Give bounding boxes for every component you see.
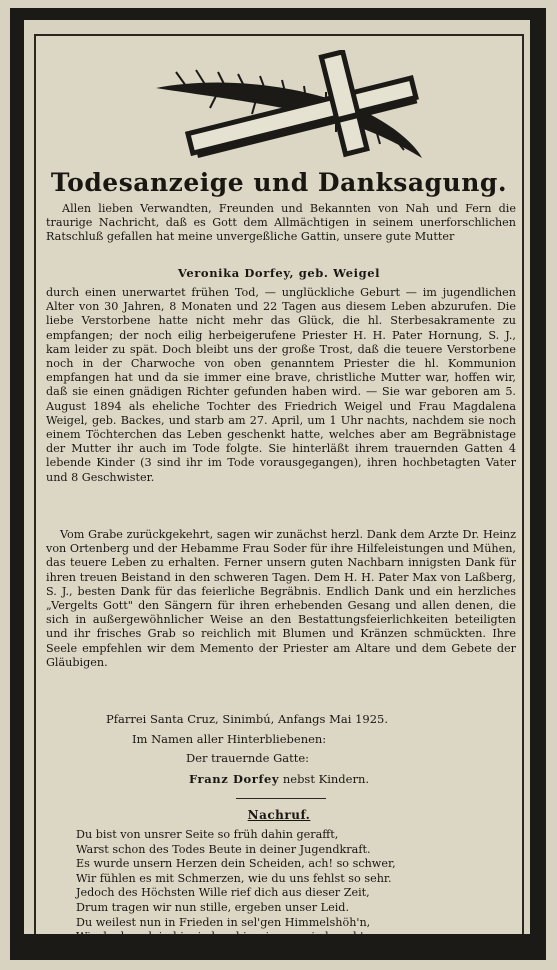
cross-with-palm-icon: [146, 50, 426, 160]
notice-panel: [34, 34, 524, 940]
obituary-heading: Nachruf.: [247, 808, 311, 822]
poem-line: Du weilest nun in Frieden in sel'gen Himmelshöh'n,: [76, 915, 371, 929]
notice-title: Todesanzeige und Danksagung.: [50, 168, 508, 197]
poem-line: Jedoch des Höchsten Wille rief dich aus dieser Zeit,: [76, 886, 370, 900]
place-date: Pfarrei Santa Cruz, Sinimbú, Anfangs Mai 1925.: [106, 712, 388, 726]
poem-line: Drum tragen wir nun stille, ergeben unser Leid.: [76, 900, 349, 914]
signature: [36, 772, 522, 786]
intro-paragraph: Allen lieben Verwandten, Freunden und Bekannten von Nah und Fern die traurige Nachricht, daß es Gott dem Allmächtigen in seinem unerforschlichen Ratschluß gefallen hat meine unvergeßliche Gattin, unsere gute Mutter: [46, 202, 516, 244]
announcement-paragraph: durch einen unerwartet frühen Tod, — unglückliche Geburt — im jugendlichen Alter von 30 Jahren, 8 Monaten und 22 Tagen aus diesem Leben abzurufen. Die liebe Verstorbene hatte nicht mehr das Glück, die hl. Sterbesakramente zu empfangen; der noch eilig herbeigerufene Priester H. H. Pater Hornung, S. J., kam leider zu spät. Doch bleibt uns der große Trost, daß die teuere Verstorbene noch in der Charwoche von oben genanntem Priester die hl. Kommunion empfangen hat und da sie immer eine brave, christliche Mutter war, hoffen wir, daß sie einen gnädigen Richter gefunden haben wird. — Sie war geboren am 5. August 1894 als eheliche Tochter des Friedrich Weigel und Frau Magdalena Weigel, geb. Backes, und starb am 27. April, um 1 Uhr nachts, nachdem sie noch einem Töchterchen das Leben geschenkt hatte, welches aber am Begräbnistage der Mutter ihr auch im Tode folgte. Sie hinterläßt ihrem trauernden Gatten 4 lebende Kinder (3 sind ihr im Tode vorausgegangen), ihren hochbetagten Vater und 8 Geschwister.: [46, 286, 516, 484]
signature-suffix: nebst Kindern.: [279, 772, 370, 786]
poem-line: Warst schon des Todes Beute in deiner Jugendkraft.: [76, 842, 371, 856]
thanks-paragraph: Vom Grabe zurückgekehrt, sagen wir zunächst herzl. Dank dem Arzte Dr. Heinz von Ortenberg und der Hebamme Frau Soder für ihre Hilfeleistungen und Mühen, das teuere Leben zu erhalten. Ferner unsern guten Nachbarn innigsten Dank für ihren treuen Beistand in den schweren Tagen. Dem H. H. Pater Max von Laßberg, S. J., besten Dank für das feierliche Begräbnis. Endlich Dank und ein herzliches „Vergelts Gott" den Sängern für ihren erhebenden Gesang und allen denen, die sich in außergewöhnlicher Weise an den Bestattungsfeierlichkeiten beteiligten und ihr frisches Grab so reichlich mit Blumen und Kränzen schmückten. Ihre Seele empfehlen wir dem Memento der Priester am Altare und dem Gebete der Gläubigen.: [46, 528, 516, 669]
divider: [236, 798, 326, 799]
poem-line: Wir fühlen es mit Schmerzen, wie du uns fehlst so sehr.: [76, 871, 392, 885]
signature-name: Franz Dorfey: [188, 772, 280, 786]
deceased-name: Veronika Dorfey, geb. Weigel: [177, 266, 381, 280]
obituary-poem: [76, 828, 516, 945]
mourning-husband-line: Der trauernde Gatte:: [186, 751, 310, 765]
mourning-border-bottom: [10, 934, 546, 960]
poem-line: Du bist von unsrer Seite so früh dahin gerafft,: [76, 828, 339, 841]
poem-line: Es wurde unsern Herzen dein Scheiden, ach! so schwer,: [76, 857, 396, 871]
on-behalf-line: Im Namen aller Hinterbliebenen:: [132, 732, 327, 746]
